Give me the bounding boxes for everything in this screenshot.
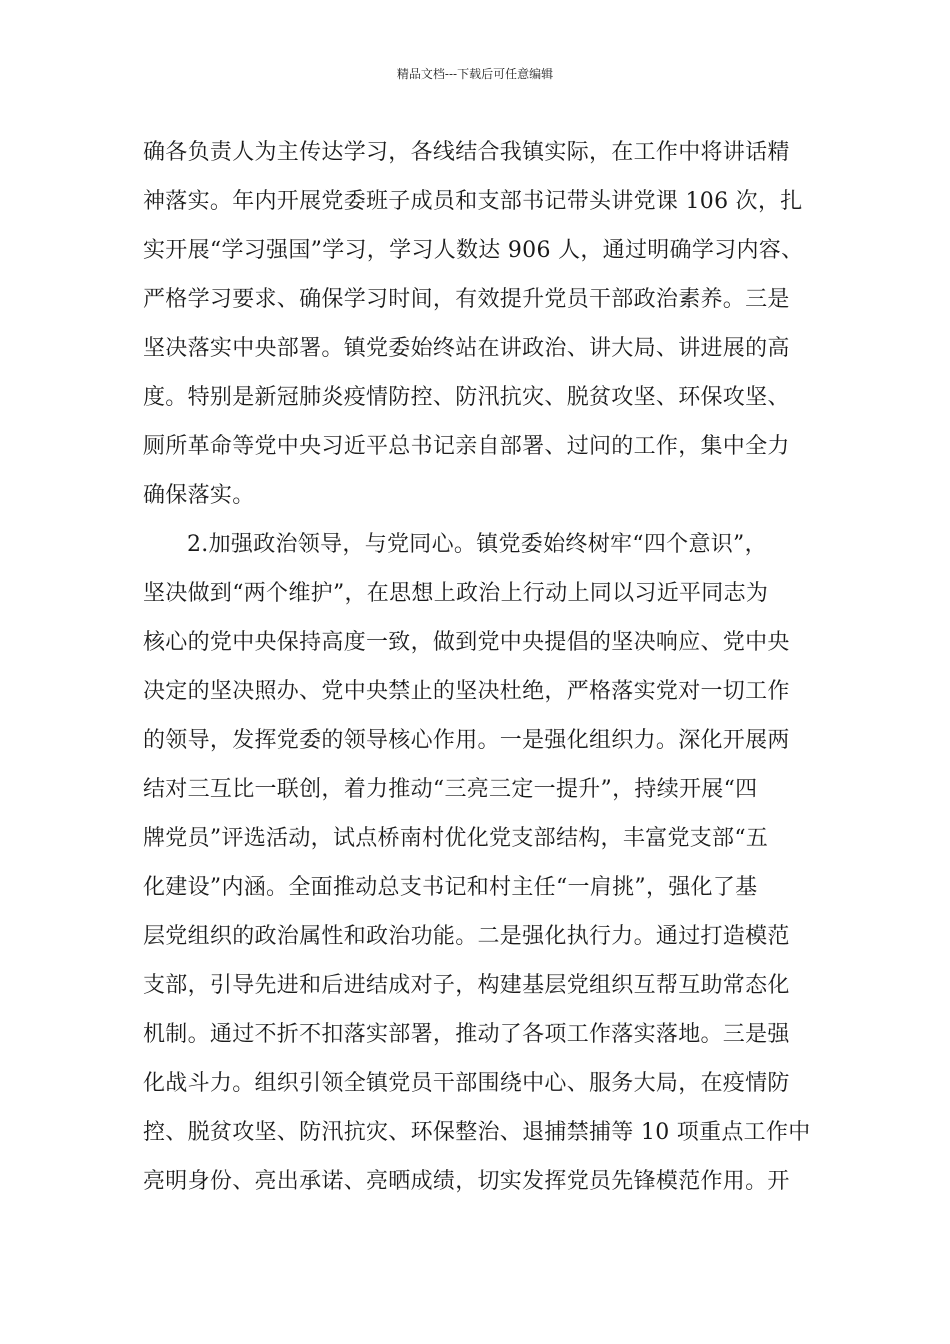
text-line: 的领导，发挥党委的领导核心作用。一是强化组织力。深化开展两 — [143, 728, 790, 753]
text-line: 化建设”内涵。全面推动总支书记和村主任“一肩挑”，强化了基 — [143, 875, 758, 900]
text-line: 机制。通过不折不扣落实部署，推动了各项工作落实落地。三是强 — [143, 1022, 790, 1047]
text-line: 决定的坚决照办、党中央禁止的坚决杜绝，严格落实党对一切工作 — [143, 679, 790, 704]
document-body — [143, 128, 823, 1206]
text-line: 严格学习要求、确保学习时间，有效提升党员干部政治素养。三是 — [143, 287, 790, 312]
text-line: 控、脱贫攻坚、防汛抗灾、环保整治、退捕禁捕等 10 项重点工作中 — [143, 1120, 811, 1145]
text-line: 坚决落实中央部署。镇党委始终站在讲政治、讲大局、讲进展的高 — [143, 336, 790, 361]
text-line: 2.加强政治领导，与党同心。镇党委始终树牢“四个意识”， — [187, 532, 767, 557]
text-line: 核心的党中央保持高度一致，做到党中央提倡的坚决响应、党中央 — [143, 630, 790, 655]
paragraph-2 — [143, 520, 823, 1206]
text-line: 结对三互比一联创，着力推动“三亮三定一提升”，持续开展“四 — [143, 777, 758, 802]
text-line: 坚决做到“两个维护”，在思想上政治上行动上同以习近平同志为 — [143, 581, 769, 606]
text-line: 层党组织的政治属性和政治功能。二是强化执行力。通过打造模范 — [143, 924, 790, 949]
text-line: 支部，引导先进和后进结成对子，构建基层党组织互帮互助常态化 — [143, 973, 790, 998]
page-header: 精品文档---下载后可任意编辑 — [396, 67, 554, 81]
text-line: 神落实。年内开展党委班子成员和支部书记带头讲党课 106 次，扎 — [143, 189, 803, 214]
text-line: 度。特别是新冠肺炎疫情防控、防汛抗灾、脱贫攻坚、环保攻坚、 — [143, 385, 790, 410]
text-line: 实开展“学习强国”学习，学习人数达 906 人，通过明确学习内容、 — [143, 238, 804, 263]
paragraph-1 — [143, 128, 823, 520]
text-line: 牌党员”评选活动，试点桥南村优化党支部结构，丰富党支部“五 — [143, 826, 769, 851]
text-line: 确各负责人为主传达学习，各线结合我镇实际，在工作中将讲话精 — [143, 140, 790, 165]
text-line: 化战斗力。组织引领全镇党员干部围绕中心、服务大局，在疫情防 — [143, 1071, 790, 1096]
text-line: 厕所革命等党中央习近平总书记亲自部署、过问的工作，集中全力 — [143, 434, 790, 459]
text-line: 确保落实。 — [143, 483, 255, 508]
text-line: 亮明身份、亮出承诺、亮晒成绩，切实发挥党员先锋模范作用。开 — [143, 1169, 790, 1194]
